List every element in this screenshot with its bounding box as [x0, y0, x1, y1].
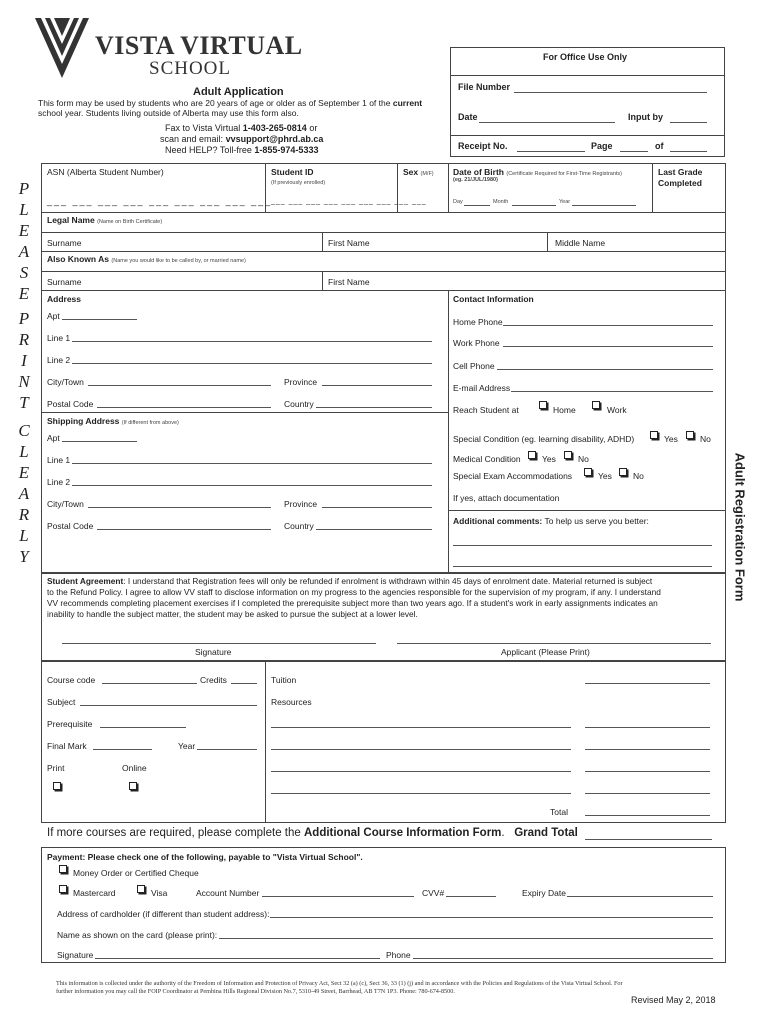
address-apt-label: Apt [47, 311, 60, 321]
asn-label [47, 167, 164, 177]
agreement-line-2: to the Refund Policy. I agree to allow VV staff to disclose information on my progress to the agencies responsible for the supervision of my program, if any. I understand [47, 587, 661, 597]
fax-label: Fax to Vista Virtual [165, 123, 241, 133]
applicant-name-field[interactable] [397, 643, 711, 644]
comments-line-1[interactable] [453, 545, 712, 546]
side-label-please [14, 178, 34, 304]
print-label: Print [47, 763, 65, 773]
intro-text [38, 98, 448, 118]
dob-year-field[interactable] [572, 205, 636, 206]
account-number-field[interactable] [262, 896, 414, 897]
shipping-line2-label: Line 2 [47, 477, 71, 487]
expiry-label: Expiry Date [522, 888, 566, 898]
address-line2-field[interactable] [72, 363, 432, 364]
dob-label [453, 167, 622, 177]
work-phone-field[interactable] [503, 346, 713, 347]
file-number-field[interactable] [514, 92, 707, 93]
applicant-label: Applicant (Please Print) [501, 647, 590, 657]
dob-title: Date of Birth [453, 167, 504, 177]
aka-first-name-field[interactable]: First Name [328, 277, 370, 287]
legal-surname-field[interactable]: Surname [47, 238, 82, 248]
fax-line [165, 123, 317, 133]
credits-field[interactable] [231, 683, 257, 684]
reach-work-checkbox[interactable] [592, 401, 600, 409]
payment-signature-label: Signature [57, 950, 94, 960]
special-exam-label: Special Exam Accommodations [453, 471, 573, 481]
asn-field[interactable]: ___ ___ ___ ___ ___ ___ ___ ___ ___ [47, 196, 273, 206]
payment-instruction [47, 852, 363, 862]
side-letter: E [18, 221, 30, 240]
tuition-label: Tuition [271, 675, 297, 685]
legal-first-name-field[interactable]: First Name [328, 238, 370, 248]
name-on-card-label: Name as shown on the card (please print): [57, 930, 218, 940]
aka-title: Also Known As [47, 254, 110, 264]
cardholder-address-label: Address of cardholder (if different than student address): [57, 909, 270, 919]
resource-line-4a[interactable] [271, 793, 571, 794]
visa-label: Visa [151, 888, 168, 898]
cell-phone-label: Cell Phone [453, 361, 495, 371]
dob-year: Year [559, 199, 571, 205]
more-courses-text: If more courses are required, please complete the [47, 827, 301, 839]
mastercard-checkbox[interactable] [59, 885, 67, 893]
medical-yes-checkbox[interactable] [528, 451, 536, 459]
foip-line-1: This information is collected under the authority of the Freedom of Information and Protection of Privacy Act, Sect 32 (a) (c), Sect 36, 33 (1) (j) and in accordance with the Policies and Regulations of the Vista Virtual School. For [56, 980, 623, 987]
money-order-checkbox[interactable] [59, 865, 67, 873]
of-label: of [655, 141, 664, 151]
sex-label [403, 167, 434, 177]
agreement-line-4: inability to handle the subject matter, the student may be asked to pursue the subject at a lower level. [47, 609, 418, 619]
shipping-line1-label: Line 1 [47, 455, 71, 465]
intro-bold: current [392, 98, 423, 108]
shipping-note: (If different from above) [121, 420, 179, 426]
aka-note: (Name you would like to be called by, or married name) [111, 258, 246, 264]
date-label: Date [458, 112, 478, 122]
address-line1-label: Line 1 [47, 333, 71, 343]
asn-note: (Alberta Student Number) [66, 167, 164, 177]
side-label-clearly [14, 420, 34, 567]
sex-note: (M/F) [420, 171, 434, 177]
aka-label [47, 254, 246, 264]
reach-work-label: Work [607, 405, 627, 415]
file-number-label: File Number [458, 82, 511, 92]
side-letter: A [18, 484, 30, 503]
cvv-field[interactable] [446, 896, 496, 897]
receipt-no-label: Receipt No. [458, 141, 508, 151]
more-courses-period: . [501, 827, 505, 839]
resource-line-4b[interactable] [585, 793, 710, 794]
email-label: E-mail Address [453, 383, 511, 393]
side-letter: Y [19, 547, 29, 566]
prerequisite-label: Prerequisite [47, 719, 93, 729]
agreement-line-1: : I understand that Registration fees will only be refunded if enrolment is withdrawn within 45 days of enrolment date. Material returned is subject [123, 576, 653, 586]
special-exam-no-label: No [633, 471, 644, 481]
last-grade-line2: Completed [658, 178, 702, 188]
work-phone-label: Work Phone [453, 338, 500, 348]
shipping-line2-field[interactable] [72, 485, 432, 486]
comments-title: Additional comments: [453, 516, 543, 526]
course-code-field[interactable] [102, 683, 197, 684]
special-condition-yes-checkbox[interactable] [650, 431, 658, 439]
shipping-province-label: Province [284, 499, 318, 509]
medical-no-label: No [578, 454, 589, 464]
additional-comments-label [453, 516, 649, 526]
home-phone-field[interactable] [503, 325, 713, 326]
address-country-field[interactable] [316, 407, 432, 408]
special-exam-no-checkbox[interactable] [619, 468, 627, 476]
office-use-title: For Office Use Only [543, 52, 628, 62]
special-exam-yes-label: Yes [598, 471, 612, 481]
side-label-print [14, 308, 34, 413]
name-on-card-field[interactable] [219, 938, 713, 939]
dob-day-field[interactable] [464, 205, 490, 206]
cvv-label: CVV# [422, 888, 445, 898]
logo-school: SCHOOL [149, 58, 232, 79]
visa-checkbox[interactable] [137, 885, 145, 893]
address-line1-field[interactable] [72, 341, 432, 342]
special-exam-yes-checkbox[interactable] [584, 468, 592, 476]
final-mark-field[interactable] [93, 749, 152, 750]
medical-no-checkbox[interactable] [564, 451, 572, 459]
shipping-title-text: Shipping Address [47, 416, 120, 426]
contact-title: Contact Information [453, 294, 534, 304]
dob-month-field[interactable] [512, 205, 556, 206]
address-line2-label: Line 2 [47, 355, 71, 365]
side-letter: E [18, 284, 30, 303]
comments-text: To help us serve you better: [544, 516, 649, 526]
address-apt-field[interactable] [62, 319, 137, 320]
address-country-label: Country [284, 399, 314, 409]
special-condition-yes-label: Yes [664, 434, 678, 444]
agreement-line-3: VV recommends completing placement exercises if I completed the prerequisite subject more than two years ago. If a student's work in early assignments indicates an [47, 598, 658, 608]
side-letter: T [19, 393, 29, 412]
logo-name: VISTA VIRTUAL [95, 31, 303, 60]
support-email[interactable]: vvsupport@phrd.ab.ca [225, 134, 324, 144]
side-letter: I [21, 351, 27, 370]
side-letter: C [18, 421, 30, 440]
receipt-no-field[interactable] [517, 151, 585, 152]
toll-free-number: 1-855-974-5333 [254, 145, 319, 155]
shipping-line1-field[interactable] [72, 463, 432, 464]
legal-name-label [47, 215, 162, 225]
expiry-field[interactable] [567, 896, 713, 897]
dob-day: Day [453, 199, 463, 205]
form-title: Adult Application [193, 86, 284, 98]
legal-middle-name-field[interactable]: Middle Name [555, 238, 606, 248]
attach-documentation-note: If yes, attach documentation [453, 493, 560, 503]
cell-phone-field[interactable] [497, 369, 713, 370]
subject-field[interactable] [80, 705, 257, 706]
student-id-field[interactable]: ___ ___ ___ ___ ___ ___ ___ ___ ___ [271, 198, 427, 205]
online-label: Online [122, 763, 147, 773]
year-field[interactable] [197, 749, 257, 750]
foip-notice [56, 980, 716, 996]
address-province-label: Province [284, 377, 318, 387]
resource-line-3a[interactable] [271, 771, 571, 772]
side-letter: R [18, 505, 30, 524]
address-city-label: City/Town [47, 377, 84, 387]
side-letter: L [19, 200, 29, 219]
prerequisite-field[interactable] [100, 727, 186, 728]
payment-title: Payment [47, 852, 83, 862]
home-phone-label: Home Phone [453, 317, 503, 327]
intro-part-1: This form may be used by students who are 20 years of age or older as of September 1 of the [38, 98, 391, 108]
medical-yes-label: Yes [542, 454, 556, 464]
side-letter: A [18, 242, 30, 261]
address-province-field[interactable] [322, 385, 432, 386]
print-checkbox[interactable] [53, 782, 61, 790]
last-grade-label [658, 167, 702, 189]
address-title: Address [47, 294, 82, 304]
special-condition-no-label: No [700, 434, 711, 444]
comments-line-2[interactable] [453, 566, 712, 567]
email-line [160, 134, 323, 144]
intro-part-2: school year. Students living outside of Alberta may use this form also. [38, 108, 299, 118]
address-postal-field[interactable] [97, 407, 271, 408]
page-label: Page [591, 141, 613, 151]
payment-phone-field[interactable] [413, 958, 713, 959]
asn-title: ASN [47, 167, 65, 177]
dob-example: (eg. 21/JUL/1980) [453, 177, 498, 183]
shipping-postal-field[interactable] [97, 529, 271, 530]
signature-field[interactable] [62, 643, 376, 644]
sex-title: Sex [403, 167, 419, 177]
payment-box [41, 847, 726, 963]
help-label: Need HELP? Toll-free [165, 145, 252, 155]
shipping-apt-field[interactable] [62, 441, 137, 442]
tuition-field[interactable] [585, 683, 710, 684]
side-letter: P [18, 179, 30, 198]
resource-line-3b[interactable] [585, 771, 710, 772]
shipping-province-field[interactable] [322, 507, 432, 508]
side-letter: P [18, 309, 30, 328]
more-courses-note [47, 827, 578, 839]
mastercard-label: Mastercard [73, 888, 116, 898]
reach-home-label: Home [553, 405, 576, 415]
course-box [41, 661, 726, 823]
input-by-label: Input by [628, 112, 663, 122]
agreement-title: Student Agreement [47, 576, 124, 586]
payment-phone-label: Phone [386, 950, 411, 960]
foip-line-2: further information you may call the FOIP Coordinator at Pembina Hills Regional Division No.7, 5310-49 Street, Barrhead, AB T7N 1P3. Phone: 780-674-8500. [56, 988, 455, 995]
shipping-postal-label: Postal Code [47, 521, 94, 531]
grand-total-field[interactable] [585, 839, 712, 840]
input-by-field[interactable] [670, 122, 707, 123]
side-letter: S [19, 263, 29, 282]
account-number-label: Account Number [196, 888, 260, 898]
scan-label: scan and email: [160, 134, 224, 144]
legal-name-note: (Name on Birth Certificate) [97, 219, 163, 225]
reach-home-checkbox[interactable] [539, 401, 547, 409]
money-order-label: Money Order or Certified Cheque [73, 868, 199, 878]
medical-condition-label: Medical Condition [453, 454, 521, 464]
side-letter: R [18, 330, 30, 349]
dob-month: Month [493, 199, 509, 205]
fax-number: 1-403-265-0814 [242, 123, 307, 133]
special-condition-label: Special Condition (eg. learning disability, ADHD) [453, 434, 635, 444]
legal-name-title: Legal Name [47, 215, 95, 225]
shipping-title [47, 416, 179, 426]
email-field[interactable] [511, 391, 713, 392]
cardholder-address-field[interactable] [270, 917, 713, 918]
credits-label: Credits [200, 675, 227, 685]
course-code-label: Course code [47, 675, 96, 685]
help-line [165, 145, 318, 155]
resources-label: Resources [271, 697, 312, 707]
side-letter: N [18, 372, 30, 391]
year-label: Year [178, 741, 196, 751]
shipping-country-label: Country [284, 521, 314, 531]
shipping-apt-label: Apt [47, 433, 60, 443]
fax-or: or [309, 123, 318, 133]
student-id-label: Student ID [271, 167, 314, 177]
grand-total-label: Grand Total [514, 827, 578, 839]
of-field[interactable] [670, 151, 707, 152]
subject-label: Subject [47, 697, 76, 707]
total-label: Total [550, 807, 568, 817]
online-checkbox[interactable] [129, 782, 137, 790]
agreement-text [47, 576, 717, 620]
total-field[interactable] [585, 815, 710, 816]
revision-date: Revised May 2, 2018 [631, 995, 716, 1005]
signature-label: Signature [195, 647, 232, 657]
resource-line-1b[interactable] [585, 727, 710, 728]
dob-note: (Certificate Required for First-Time Registrants) [506, 171, 623, 177]
last-grade-line1: Last Grade [658, 167, 703, 177]
side-letter: E [18, 463, 30, 482]
shipping-country-field[interactable] [316, 529, 432, 530]
vista-virtual-logo-icon [33, 16, 91, 82]
resource-line-2b[interactable] [585, 749, 710, 750]
shipping-city-label: City/Town [47, 499, 84, 509]
page-field[interactable] [620, 151, 648, 152]
student-id-note: (If previously enrolled) [271, 180, 326, 186]
date-field[interactable] [479, 122, 615, 123]
additional-course-form-link[interactable]: Additional Course Information Form [303, 827, 502, 839]
reach-student-label: Reach Student at [453, 405, 519, 415]
payment-signature-field[interactable] [95, 958, 380, 959]
side-form-title: Adult Registration Form [732, 452, 748, 602]
final-mark-label: Final Mark [47, 741, 87, 751]
aka-surname-field[interactable]: Surname [47, 277, 82, 287]
address-postal-label: Postal Code [47, 399, 94, 409]
resource-line-1a[interactable] [271, 727, 571, 728]
resource-line-2a[interactable] [271, 749, 571, 750]
address-city-field[interactable] [88, 385, 271, 386]
shipping-city-field[interactable] [88, 507, 271, 508]
side-letter: L [19, 442, 29, 461]
special-condition-no-checkbox[interactable] [686, 431, 694, 439]
payment-instruction-text: : Please check one of the following, payable to "Vista Virtual School". [82, 852, 363, 862]
side-letter: L [19, 526, 29, 545]
